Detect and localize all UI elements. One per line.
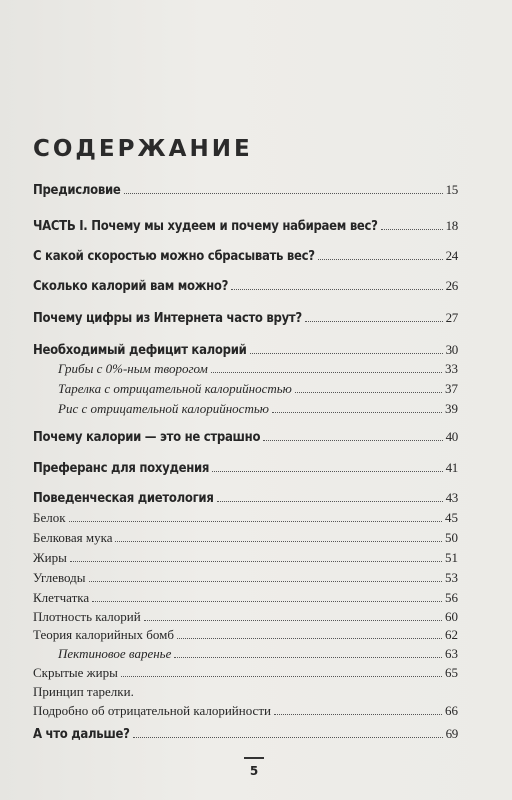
toc-leader-dots: [133, 736, 443, 738]
toc-entry-title: Клетчатка: [33, 590, 90, 605]
toc-entry-title: Тарелка с отрицательной калорийностью: [58, 381, 292, 396]
toc-leader-dots: [92, 600, 442, 602]
toc-leader-dots: [69, 520, 442, 522]
toc-entry-title: Пектиновое варенье: [58, 646, 172, 661]
toc-entry: [58, 401, 458, 417]
toc-entry: [58, 381, 458, 397]
toc-entry-title: Необходимый дефицит калорий: [33, 343, 247, 358]
toc-entry: [33, 590, 458, 606]
toc-entry-page: 56: [445, 590, 458, 605]
toc-entry: [33, 510, 458, 526]
toc-leader-dots: [305, 320, 443, 322]
toc-entry-page: 24: [445, 248, 458, 263]
toc-entry-title: С какой скоростью можно сбрасывать вес?: [33, 249, 315, 264]
toc-entry: [33, 703, 458, 719]
toc-leader-dots: [89, 580, 442, 582]
toc-entry-title: А что дальше?: [33, 727, 130, 742]
toc-leader-dots: [318, 258, 443, 260]
toc-entry: [33, 429, 458, 445]
toc-entry-page: 53: [445, 570, 458, 585]
toc-entry-page: 39: [445, 401, 458, 416]
toc-entry-title: Белковая мука: [33, 530, 113, 545]
toc-entry-page: 30: [445, 342, 458, 357]
toc-entry-title: Грибы с 0%-ным творогом: [58, 361, 208, 376]
toc-entry-title: Почему цифры из Интернета часто врут?: [33, 311, 302, 326]
toc-leader-dots: [115, 540, 442, 542]
toc-entry: [33, 609, 458, 625]
toc-entry-page: 40: [445, 429, 458, 444]
toc-entry: [33, 550, 458, 566]
toc-entry-title: Сколько калорий вам можно?: [33, 279, 229, 294]
toc-entry: [58, 361, 458, 377]
toc-entry-page: 45: [445, 510, 458, 525]
toc-entry-title: ЧАСТЬ I. Почему мы худеем и почему набираем вес?: [33, 219, 378, 234]
toc-entry: [58, 646, 458, 662]
toc-entry-title: Теория калорийных бомб: [33, 627, 174, 642]
toc-entry-page: 33: [445, 361, 458, 376]
toc-entry-title: Подробно об отрицательной калорийности: [33, 703, 271, 718]
toc-entry-page: 65: [445, 665, 458, 680]
toc-leader-dots: [263, 439, 442, 441]
toc-entry-page: 37: [445, 381, 458, 396]
toc-leader-dots: [70, 560, 442, 562]
toc-entry-page: 60: [445, 609, 458, 624]
toc-entry-page: 43: [445, 490, 458, 505]
toc-leader-dots: [274, 713, 442, 715]
toc-entry: [33, 490, 458, 506]
toc-entry: [33, 627, 458, 643]
toc-leader-dots: [272, 411, 442, 413]
toc-entry-page: 69: [445, 726, 458, 741]
toc-entry-page: 41: [445, 460, 458, 475]
toc-entry: [33, 530, 458, 546]
toc-entry-page: 27: [445, 310, 458, 325]
toc-entry-title: Плотность калорий: [33, 609, 141, 624]
toc-entry-page: 66: [445, 703, 458, 718]
toc-entry: [33, 248, 458, 264]
toc-entry-title: Скрытые жиры: [33, 665, 118, 680]
toc-leader-dots: [121, 675, 442, 677]
toc-leader-dots: [124, 192, 443, 194]
toc-leader-dots: [217, 500, 443, 502]
page-number-rule: [244, 757, 264, 759]
toc-entry-title: Белок: [33, 510, 66, 525]
toc-entry: [33, 460, 458, 476]
toc-entry-title: Рис с отрицательной калорийностью: [58, 401, 269, 416]
toc-entry-page: 18: [445, 218, 458, 233]
toc-entry-title: Преферанс для похудения: [33, 461, 210, 476]
toc-entry-page: 15: [445, 182, 458, 197]
toc-entry: [33, 684, 458, 700]
toc-entry-page: 50: [445, 530, 458, 545]
toc-leader-dots: [177, 637, 442, 639]
toc-entry: [33, 310, 458, 326]
toc-entry: [33, 726, 458, 742]
toc-leader-dots: [231, 288, 442, 290]
toc-leader-dots: [211, 371, 442, 373]
toc-leader-dots: [144, 619, 442, 621]
toc-entry: [33, 278, 458, 294]
toc-entry-title: Жиры: [33, 550, 67, 565]
toc-entry: [33, 218, 458, 234]
toc-entry: [33, 665, 458, 681]
toc-entry-page: 62: [445, 627, 458, 642]
page-title: СОДЕРЖАНИЕ: [33, 136, 253, 162]
toc-entry-title: Поведенческая диетология: [33, 491, 214, 506]
toc-entry-page: 63: [445, 646, 458, 661]
toc-entry-title: Предисловие: [33, 183, 121, 198]
toc-entry-page: 26: [445, 278, 458, 293]
toc-entry-page: 51: [445, 550, 458, 565]
toc-leader-dots: [295, 391, 442, 393]
toc-leader-dots: [174, 656, 442, 658]
page-number: 5: [249, 764, 259, 778]
toc-leader-dots: [212, 470, 442, 472]
toc-entry: [33, 342, 458, 358]
toc-entry-title: Углеводы: [33, 570, 86, 585]
toc-entry-title: Принцип тарелки.: [33, 684, 134, 699]
toc-leader-dots: [250, 352, 443, 354]
toc-entry: [33, 182, 458, 198]
toc-entry-title: Почему калории — это не страшно: [33, 430, 261, 445]
toc-entry: [33, 570, 458, 586]
toc-leader-dots: [381, 228, 443, 230]
